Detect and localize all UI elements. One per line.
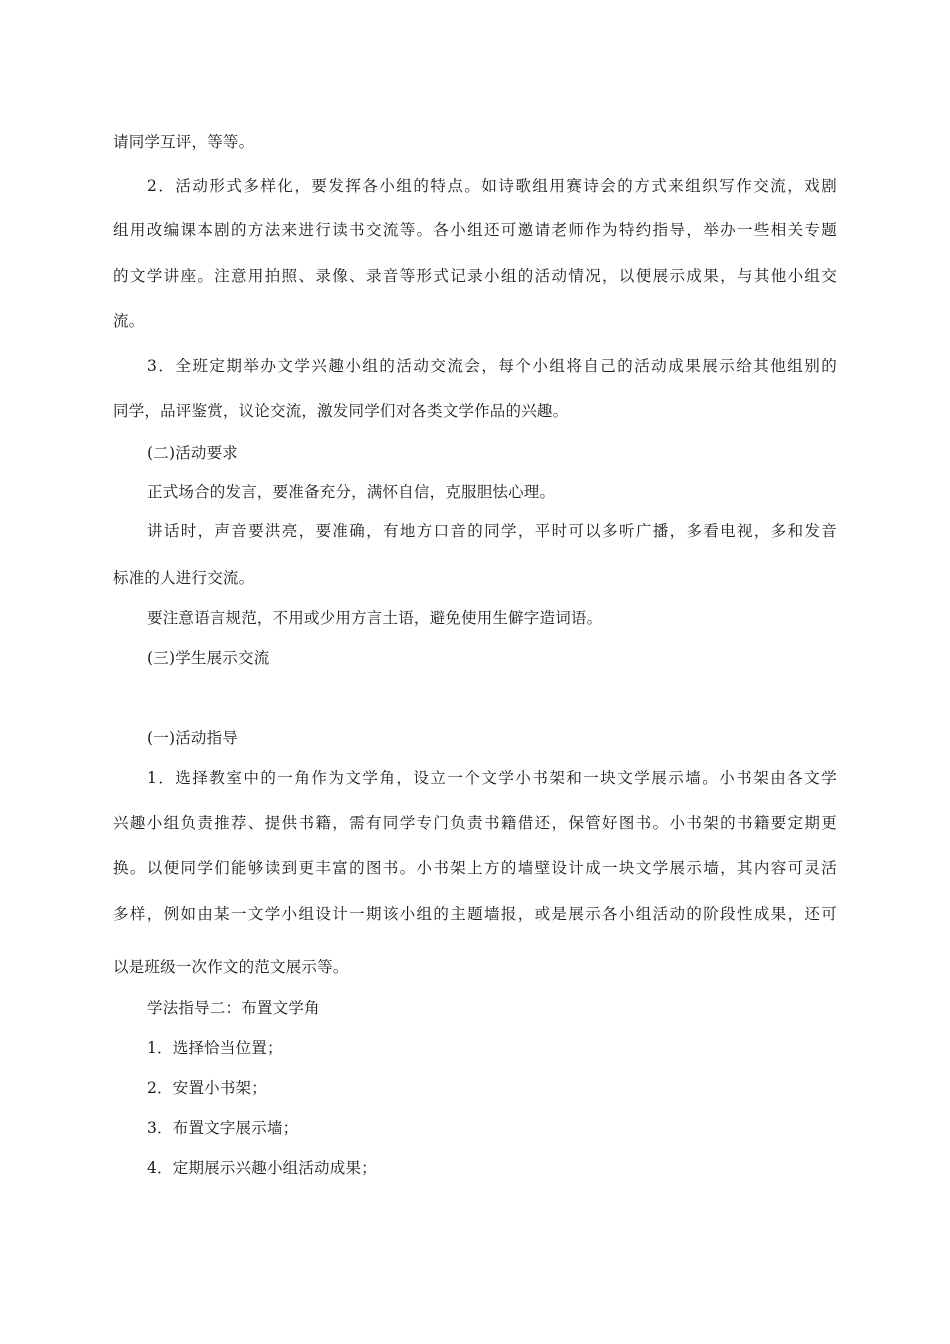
text-line: 以是班级一次作文的范文展示等。 (113, 958, 349, 976)
section-heading: (一)活动指导 (147, 729, 238, 747)
text-line: 同学，品评鉴赏，议论交流，激发同学们对各类文学作品的兴趣。 (113, 402, 569, 420)
section-heading: 学法指导二：布置文学角 (147, 999, 320, 1017)
list-item: 2．安置小书架； (147, 1079, 267, 1097)
text-line: 正式场合的发言，要准备充分，满怀自信，克服胆怯心理。 (147, 483, 556, 501)
text-line: 请同学互评，等等。 (113, 133, 255, 151)
text-line: 要注意语言规范，不用或少用方言土语，避免使用生僻字造词语。 (147, 609, 603, 627)
text-line: 的文学讲座。注意用拍照、录像、录音等形式记录小组的活动情况，以便展示成果，与其他小组交 (113, 267, 837, 285)
text-line: 流。 (113, 312, 145, 330)
text-line: 标准的人进行交流。 (113, 569, 255, 587)
section-heading: (二)活动要求 (147, 444, 238, 462)
text-line: 3．全班定期举办文学兴趣小组的活动交流会，每个小组将自己的活动成果展示给其他组别的 (147, 357, 837, 375)
list-item: 3．布置文字展示墙； (147, 1119, 299, 1137)
list-item: 4．定期展示兴趣小组活动成果； (147, 1159, 377, 1177)
text-line: 讲话时，声音要洪亮，要准确，有地方口音的同学，平时可以多听广播，多看电视，多和发音 (147, 522, 837, 540)
text-line: 组用改编课本剧的方法来进行读书交流等。各小组还可邀请老师作为特约指导，举办一些相关专题 (113, 221, 837, 239)
text-line: 多样，例如由某一文学小组设计一期该小组的主题墙报，或是展示各小组活动的阶段性成果，还可 (113, 905, 837, 923)
list-item: 1．选择恰当位置； (147, 1039, 283, 1057)
section-heading: (三)学生展示交流 (147, 649, 270, 667)
text-line: 兴趣小组负责推荐、提供书籍，需有同学专门负责书籍借还，保管好图书。小书架的书籍要定期更 (113, 814, 837, 832)
text-line: 换。以便同学们能够读到更丰富的图书。小书架上方的墙壁设计成一块文学展示墙，其内容可灵活 (113, 859, 837, 877)
text-line: 2．活动形式多样化，要发挥各小组的特点。如诗歌组用赛诗会的方式来组织写作交流，戏剧 (147, 177, 837, 195)
text-line: 1．选择教室中的一角作为文学角，设立一个文学小书架和一块文学展示墙。小书架由各文学 (147, 769, 837, 787)
